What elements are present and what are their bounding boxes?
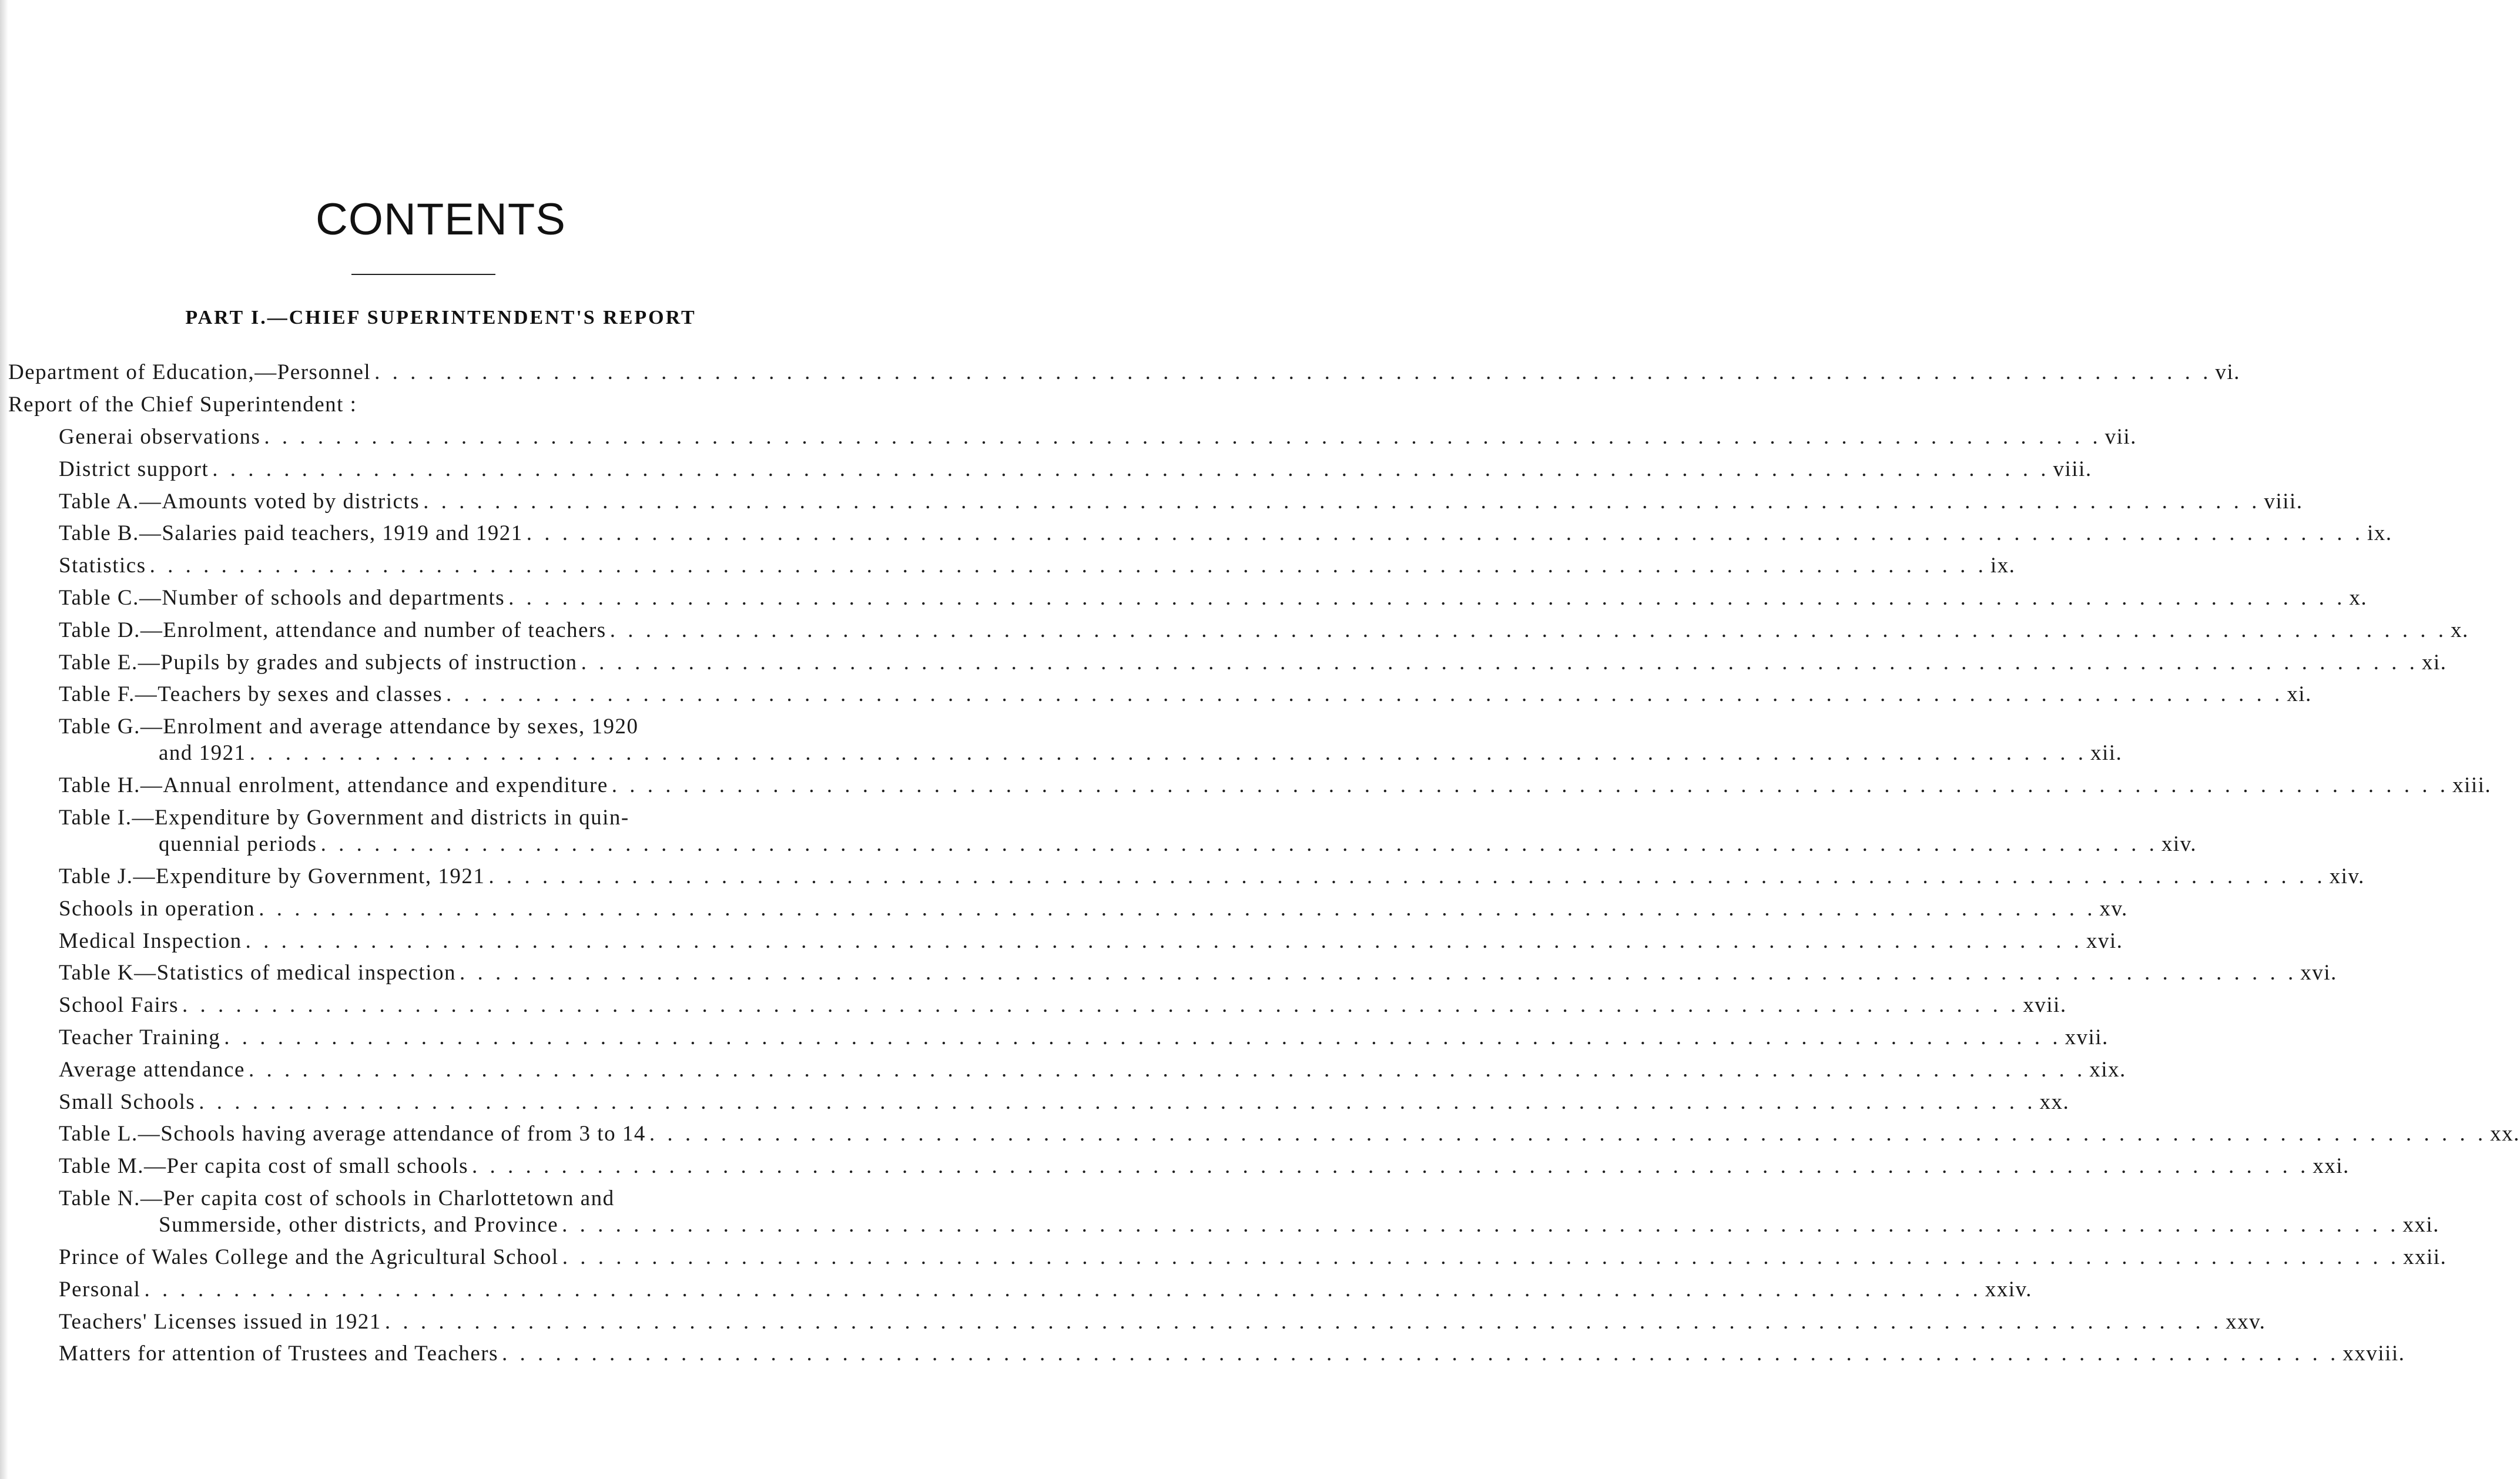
dot-leader: . . . . . . . . . . . . . . . . . . . . . . . . . . . . . . . . . . . . . . . . . . . . . . . . . . . . . . . . . . . . . . . . . . . . . . . . . . . . . . . . . . . . . . . . . . . . . . . . . . . . . . . [259, 897, 2096, 921]
toc-entry [59, 521, 2392, 546]
toc-entry-text: Personal [59, 1277, 141, 1302]
toc-entry-page: xiii. [2452, 773, 2492, 797]
toc-entry [59, 553, 2016, 578]
dot-leader: . . . . . . . . . . . . . . . . . . . . . . . . . . . . . . . . . . . . . . . . . . . . . . . . . . . . . . . . . . . . . . . . . . . . . . . . . . . . . . . . . . . . . . . . . . . . . . . . . . . . . . . [526, 521, 2364, 545]
dot-leader: . . . . . . . . . . . . . . . . . . . . . . . . . . . . . . . . . . . . . . . . . . . . . . . . . . . . . . . . . . . . . . . . . . . . . . . . . . . . . . . . . . . . . . . . . . . . . . . . . . . . . . . [182, 993, 2020, 1017]
toc-entry [59, 650, 2447, 675]
dot-leader: . . . . . . . . . . . . . . . . . . . . . . . . . . . . . . . . . . . . . . . . . . . . . . . . . . . . . . . . . . . . . . . . . . . . . . . . . . . . . . . . . . . . . . . . . . . . . . . . . . . . . . . [144, 1277, 1982, 1302]
toc-entry-page: ix. [1990, 554, 2016, 578]
toc-entry-text: Table N.—Per capita cost of schools in Charlottetown and [59, 1186, 615, 1210]
dot-leader: . . . . . . . . . . . . . . . . . . . . . . . . . . . . . . . . . . . . . . . . . . . . . . . . . . . . . . . . . . . . . . . . . . . . . . . . . . . . . . . . . . . . . . . . . . . . . . . . . . . . . . . [472, 1154, 2310, 1178]
toc-entry-text: Summerside, other districts, and Province [159, 1213, 559, 1237]
toc-entry-text: Average attendance [59, 1058, 245, 1082]
toc-entry [159, 1212, 2439, 1237]
toc-entry-text: Table I.—Expenditure by Government and districts in quin- [59, 806, 629, 830]
toc-entry-text: School Fairs [59, 993, 179, 1017]
toc-entry [59, 960, 2337, 985]
toc-entry-text: Teachers' Licenses issued in 1921 [59, 1310, 381, 1334]
dot-leader: . . . . . . . . . . . . . . . . . . . . . . . . . . . . . . . . . . . . . . . . . . . . . . . . . . . . . . . . . . . . . . . . . . . . . . . . . . . . . . . . . . . . . . . . . . . . . . . . . . . . . . . [649, 1122, 2487, 1146]
toc-entry-page: xxiv. [1985, 1277, 2032, 1302]
dot-leader: . . . . . . . . . . . . . . . . . . . . . . . . . . . . . . . . . . . . . . . . . . . . . . . . . . . . . . . . . . . . . . . . . . . . . . . . . . . . . . . . . . . . . . . . . . . . . . . . . . . . . . . [199, 1090, 2036, 1114]
dot-leader: . . . . . . . . . . . . . . . . . . . . . . . . . . . . . . . . . . . . . . . . . . . . . . . . . . . . . . . . . . . . . . . . . . . . . . . . . . . . . . . . . . . . . . . . . . . . . . . . . . . . . . . [374, 360, 2212, 384]
toc-entry-text: Table K—Statistics of medical inspection [59, 961, 456, 985]
dot-leader: . . . . . . . . . . . . . . . . . . . . . . . . . . . . . . . . . . . . . . . . . . . . . . . . . . . . . . . . . . . . . . . . . . . . . . . . . . . . . . . . . . . . . . . . . . . . . . . . . . . . . . . [423, 489, 2261, 514]
dot-leader: . . . . . . . . . . . . . . . . . . . . . . . . . . . . . . . . . . . . . . . . . . . . . . . . . . . . . . . . . . . . . . . . . . . . . . . . . . . . . . . . . . . . . . . . . . . . . . . . . . . . . . . [248, 1058, 2086, 1082]
dot-leader: . . . . . . . . . . . . . . . . . . . . . . . . . . . . . . . . . . . . . . . . . . . . . . . . . . . . . . . . . . . . . . . . . . . . . . . . . . . . . . . . . . . . . . . . . . . . . . . . . . . . . . . [488, 864, 2326, 888]
title-rule-divider [351, 274, 495, 275]
dot-leader: . . . . . . . . . . . . . . . . . . . . . . . . . . . . . . . . . . . . . . . . . . . . . . . . . . . . . . . . . . . . . . . . . . . . . . . . . . . . . . . . . . . . . . . . . . . . . . . . . . . . . . . [460, 961, 2297, 985]
toc-entry-text: Table A.—Amounts voted by districts [59, 489, 420, 514]
page-title: CONTENTS [316, 194, 566, 244]
dot-leader: . . . . . . . . . . . . . . . . . . . . . . . . . . . . . . . . . . . . . . . . . . . . . . . . . . . . . . . . . . . . . . . . . . . . . . . . . . . . . . . . . . . . . . . . . . . . . . . . . . . . . . . [562, 1213, 2400, 1237]
toc-entry-page: xix. [2089, 1058, 2126, 1082]
toc-entry [59, 489, 2303, 514]
toc-entry-page: x. [2349, 586, 2368, 610]
toc-entry-text: quennial periods [159, 832, 317, 856]
dot-leader: . . . . . . . . . . . . . . . . . . . . . . . . . . . . . . . . . . . . . . . . . . . . . . . . . . . . . . . . . . . . . . . . . . . . . . . . . . . . . . . . . . . . . . . . . . . . . . . . . . . . . . . [502, 1342, 2340, 1366]
toc-entry-page: xvii. [2023, 993, 2067, 1017]
toc-entry-text: District support [59, 457, 209, 481]
toc-entry-page: xi. [2287, 682, 2312, 706]
toc-entry-page: xx. [2039, 1090, 2070, 1114]
toc-entry-page: xvii. [2065, 1025, 2109, 1049]
toc-entry-text: Table E.—Pupils by grades and subjects of instruction [59, 650, 578, 675]
toc-entry-text: Teacher Training [59, 1025, 221, 1049]
toc-section-heading: Report of the Chief Superintendent : [8, 393, 357, 417]
toc-entry [59, 896, 2128, 921]
toc-entry [59, 1153, 2350, 1179]
toc-entry-text: Table H.—Annual enrolment, attendance and expenditure [59, 773, 608, 797]
toc-entry-page: xvi. [2300, 961, 2337, 985]
toc-entry-page: xiv. [2329, 864, 2365, 888]
toc-entry-text: Statistics [59, 554, 146, 578]
dot-leader: . . . . . . . . . . . . . . . . . . . . . . . . . . . . . . . . . . . . . . . . . . . . . . . . . . . . . . . . . . . . . . . . . . . . . . . . . . . . . . . . . . . . . . . . . . . . . . . . . . . . . . . [245, 929, 2083, 953]
toc-entry [59, 1057, 2126, 1082]
toc-entry-page: xii. [2090, 741, 2123, 765]
dot-leader: . . . . . . . . . . . . . . . . . . . . . . . . . . . . . . . . . . . . . . . . . . . . . . . . . . . . . . . . . . . . . . . . . . . . . . . . . . . . . . . . . . . . . . . . . . . . . . . . . . . . . . . [249, 741, 2087, 765]
toc-entry-page: x. [2450, 618, 2469, 642]
toc-entry [59, 928, 2123, 954]
toc-entry [8, 360, 2240, 385]
toc-entry-page: xxii. [2402, 1245, 2447, 1269]
toc-entry [59, 1309, 2266, 1334]
dot-leader: . . . . . . . . . . . . . . . . . . . . . . . . . . . . . . . . . . . . . . . . . . . . . . . . . . . . . . . . . . . . . . . . . . . . . . . . . . . . . . . . . . . . . . . . . . . . . . . . . . . . . . . [562, 1245, 2400, 1269]
toc-entry-text: Table B.—Salaries paid teachers, 1919 and 1921 [59, 521, 523, 545]
toc-entry-text: Table G.—Enrolment and average attendance by sexes, 1920 [59, 715, 639, 739]
dot-leader: . . . . . . . . . . . . . . . . . . . . . . . . . . . . . . . . . . . . . . . . . . . . . . . . . . . . . . . . . . . . . . . . . . . . . . . . . . . . . . . . . . . . . . . . . . . . . . . . . . . . . . . [508, 586, 2346, 610]
toc-entry-text: Matters for attention of Trustees and Teachers [59, 1342, 499, 1366]
dot-leader: . . . . . . . . . . . . . . . . . . . . . . . . . . . . . . . . . . . . . . . . . . . . . . . . . . . . . . . . . . . . . . . . . . . . . . . . . . . . . . . . . . . . . . . . . . . . . . . . . . . . . . . [149, 554, 1987, 578]
toc-entry-page: xvi. [2086, 929, 2123, 953]
toc-entry-text: Generai observations [59, 425, 261, 449]
toc-entry-page: xxi. [2313, 1154, 2350, 1178]
dot-leader: . . . . . . . . . . . . . . . . . . . . . . . . . . . . . . . . . . . . . . . . . . . . . . . . . . . . . . . . . . . . . . . . . . . . . . . . . . . . . . . . . . . . . . . . . . . . . . . . . . . . . . . [446, 682, 2284, 706]
toc-entry [59, 1089, 2070, 1115]
toc-entry-page: vi. [2215, 360, 2240, 384]
toc-entry [59, 864, 2365, 889]
toc-entry-text: Department of Education,—Personnel [8, 360, 371, 384]
toc-entry [59, 1025, 2109, 1050]
toc-entry [59, 1277, 2032, 1302]
dot-leader: . . . . . . . . . . . . . . . . . . . . . . . . . . . . . . . . . . . . . . . . . . . . . . . . . . . . . . . . . . . . . . . . . . . . . . . . . . . . . . . . . . . . . . . . . . . . . . . . . . . . . . . [384, 1310, 2223, 1334]
toc-entry-page: xxv. [2226, 1310, 2266, 1334]
part-heading: PART I.—CHIEF SUPERINTENDENT'S REPORT [185, 307, 696, 328]
toc-entry [59, 1341, 2405, 1366]
toc-entry-text: Table J.—Expenditure by Government, 1921 [59, 864, 485, 888]
toc-entry-page: xx. [2490, 1122, 2520, 1146]
toc-entry-text: Medical Inspection [59, 929, 242, 953]
toc-entry-text: Table F.—Teachers by sexes and classes [59, 682, 443, 706]
toc-entry-page: xiv. [2161, 832, 2197, 856]
toc-entry-page: vii. [2105, 425, 2137, 449]
toc-entry-text: and 1921 [159, 741, 246, 765]
dot-leader: . . . . . . . . . . . . . . . . . . . . . . . . . . . . . . . . . . . . . . . . . . . . . . . . . . . . . . . . . . . . . . . . . . . . . . . . . . . . . . . . . . . . . . . . . . . . . . . . . . . . . . . [224, 1025, 2062, 1049]
dot-leader: . . . . . . . . . . . . . . . . . . . . . . . . . . . . . . . . . . . . . . . . . . . . . . . . . . . . . . . . . . . . . . . . . . . . . . . . . . . . . . . . . . . . . . . . . . . . . . . . . . . . . . . [264, 425, 2102, 449]
toc-entry [159, 831, 2197, 857]
toc-entry [59, 585, 2368, 611]
toc-entry-text: Table M.—Per capita cost of small schools [59, 1154, 469, 1178]
toc-entry [59, 773, 2492, 798]
toc-entry-page: xxviii. [2343, 1342, 2405, 1366]
toc-entry [59, 424, 2137, 450]
toc-entry [59, 1121, 2520, 1146]
toc-entry [59, 1245, 2447, 1270]
dot-leader: . . . . . . . . . . . . . . . . . . . . . . . . . . . . . . . . . . . . . . . . . . . . . . . . . . . . . . . . . . . . . . . . . . . . . . . . . . . . . . . . . . . . . . . . . . . . . . . . . . . . . . . [611, 773, 2449, 797]
dot-leader: . . . . . . . . . . . . . . . . . . . . . . . . . . . . . . . . . . . . . . . . . . . . . . . . . . . . . . . . . . . . . . . . . . . . . . . . . . . . . . . . . . . . . . . . . . . . . . . . . . . . . . . [609, 618, 2447, 642]
toc-entry-text: Small Schools [59, 1090, 196, 1114]
dot-leader: . . . . . . . . . . . . . . . . . . . . . . . . . . . . . . . . . . . . . . . . . . . . . . . . . . . . . . . . . . . . . . . . . . . . . . . . . . . . . . . . . . . . . . . . . . . . . . . . . . . . . . . [212, 457, 2050, 481]
toc-entry [59, 457, 2092, 482]
toc-entry [59, 682, 2312, 707]
dot-leader: . . . . . . . . . . . . . . . . . . . . . . . . . . . . . . . . . . . . . . . . . . . . . . . . . . . . . . . . . . . . . . . . . . . . . . . . . . . . . . . . . . . . . . . . . . . . . . . . . . . . . . . [320, 832, 2158, 856]
toc-entry [59, 992, 2067, 1018]
toc-entry-page: ix. [2367, 521, 2392, 545]
dot-leader: . . . . . . . . . . . . . . . . . . . . . . . . . . . . . . . . . . . . . . . . . . . . . . . . . . . . . . . . . . . . . . . . . . . . . . . . . . . . . . . . . . . . . . . . . . . . . . . . . . . . . . . [581, 650, 2418, 675]
toc-entry-page: xi. [2421, 650, 2447, 675]
toc-entry [159, 740, 2123, 766]
toc-entry-page: xxi. [2402, 1213, 2439, 1237]
toc-entry-text: Table C.—Number of schools and departments [59, 586, 505, 610]
toc-entry-text: Table L.—Schools having average attendance of from 3 to 14 [59, 1122, 646, 1146]
toc-entry-text: Table D.—Enrolment, attendance and number of teachers [59, 618, 606, 642]
toc-entry-page: xv. [2099, 897, 2128, 921]
toc-entry-page: viii. [2264, 489, 2303, 514]
toc-entry [59, 618, 2469, 643]
toc-entry-text: Schools in operation [59, 897, 256, 921]
toc-entry-text: Prince of Wales College and the Agricultural School [59, 1245, 559, 1269]
toc-entry-page: viii. [2053, 457, 2092, 481]
